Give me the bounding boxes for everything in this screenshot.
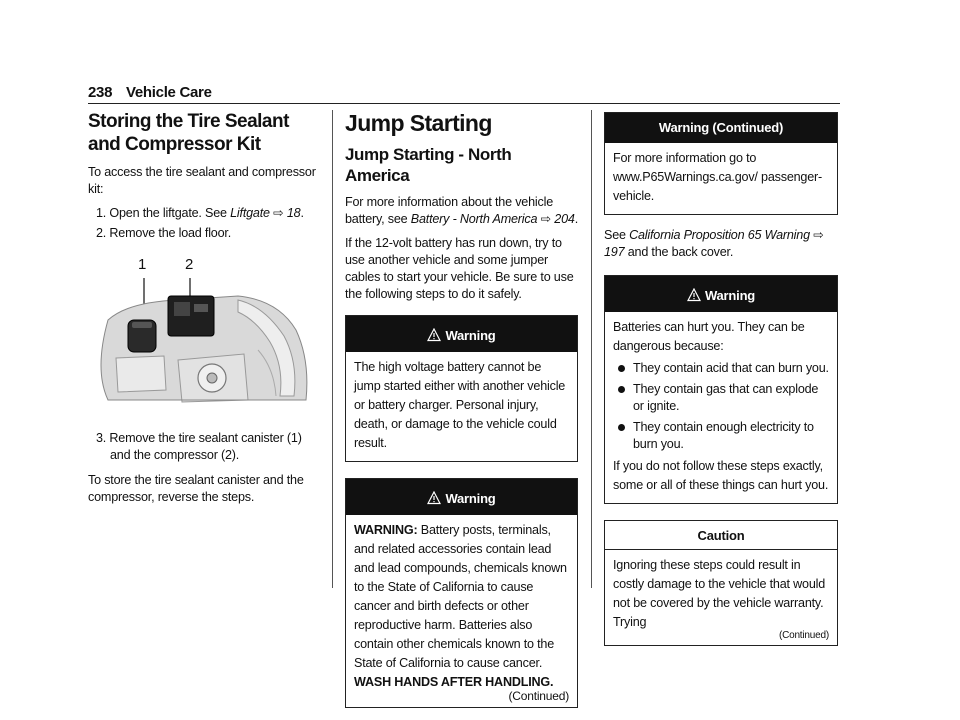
warning-body: The high voltage battery cannot be jump started either with another vehicle or battery charger. Personal injury, death, or damage to the vehicle could result. xyxy=(354,360,566,450)
caution-box xyxy=(604,520,838,646)
warning-body: Batteries can hurt you. They can be dangerous because: They contain acid that can burn you. They contain gas that can explode or ignite. They contain enough electricity to burn you. If you do not follow these steps exactly, some or all of these things can hurt you. xyxy=(613,320,829,492)
caution-header: Caution xyxy=(605,521,837,550)
bullet-icon xyxy=(618,424,625,431)
warning-box-continued xyxy=(604,112,838,215)
danger-list xyxy=(613,360,829,453)
step-1: 1. Open the liftgate. See Liftgate ⇨ 18. xyxy=(96,206,304,220)
heading-storing-kit: Storing the Tire Sealant and Compressor Kit xyxy=(88,111,289,155)
page-ref-arrow-icon: ⇨ xyxy=(273,206,284,220)
column-divider-2 xyxy=(591,110,592,588)
page-header xyxy=(88,84,840,104)
continued-label: (Continued) xyxy=(778,630,829,641)
list-item: They contain enough electricity to burn you. xyxy=(613,419,829,453)
warning-triangle-icon xyxy=(427,328,441,342)
step-2: 2. Remove the load floor. xyxy=(96,226,232,240)
heading-jump-starting-na: Jump Starting - North America xyxy=(345,145,512,185)
page-number: 238 xyxy=(88,84,113,101)
list-item: They contain acid that can burn you. xyxy=(613,360,829,377)
warning-header: Warning (Continued) xyxy=(605,113,837,143)
figure-label-1: 1 xyxy=(138,256,147,273)
step-3: 3. Remove the tire sealant canister (1) and the compressor (2). xyxy=(96,431,302,462)
battery-rundown-text: If the 12-volt battery has run down, try to use another vehicle and some jumper cables to start your vehicle. Be sure to use the following steps to do it safely. xyxy=(345,236,574,301)
warning-box-battery-danger xyxy=(604,275,838,504)
heading-jump-starting: Jump Starting xyxy=(345,110,492,136)
warning-box-prop65 xyxy=(345,478,578,708)
tire-kit-illustration xyxy=(88,250,320,420)
prop65-link[interactable]: California Proposition 65 Warning xyxy=(629,228,810,242)
warning-box-high-voltage xyxy=(345,315,578,462)
section-title: Vehicle Care xyxy=(126,84,212,101)
bullet-icon xyxy=(618,365,625,372)
column-1 xyxy=(88,110,320,513)
column-3 xyxy=(604,112,838,658)
caution-body: Ignoring these steps could result in costly damage to the vehicle that would not be covered by the vehicle warranty. Trying (Continued) xyxy=(613,558,829,641)
continued-label: (Continued) xyxy=(508,689,569,703)
page-ref-arrow-icon: ⇨ xyxy=(540,212,551,226)
page-ref[interactable]: 197 xyxy=(604,245,625,259)
column-2 xyxy=(345,110,578,720)
tire-kit-figure xyxy=(88,250,320,420)
warning-body: WARNING: Battery posts, terminals, and related accessories contain lead and lead compounds, chemicals known to the State of California to cause cancer and birth defects or other reproductive harm. Batteries also contain other chemicals known to the State of California to cause cancer. WASH HANDS AFTER HANDLING. (Continued) xyxy=(354,523,569,703)
liftgate-link[interactable]: Liftgate xyxy=(230,206,270,220)
warning-header: Warning xyxy=(346,316,577,352)
column-divider-1 xyxy=(332,110,333,588)
battery-ref-text: For more information about the vehicle battery, see Battery - North America ⇨ 204. xyxy=(345,195,579,226)
warning-body: For more information go to www.P65Warnings.ca.gov/ passenger-vehicle. xyxy=(613,151,823,203)
page-ref-arrow-icon: ⇨ xyxy=(813,228,824,242)
battery-na-link[interactable]: Battery - North America xyxy=(410,212,538,226)
warning-triangle-icon xyxy=(687,288,701,302)
bullet-icon xyxy=(618,386,625,393)
outro-text: To store the tire sealant canister and the compressor, reverse the steps. xyxy=(88,473,304,504)
warning-triangle-icon xyxy=(427,491,441,505)
warning-header: Warning xyxy=(346,479,577,515)
figure-label-2: 2 xyxy=(185,256,194,273)
warning-header: Warning xyxy=(605,276,837,312)
page-ref[interactable]: 204 xyxy=(554,212,575,226)
intro-text: To access the tire sealant and compressor kit: xyxy=(88,165,316,196)
list-item: They contain gas that can explode or ignite. xyxy=(613,381,829,415)
page-ref[interactable]: 18 xyxy=(286,206,301,220)
prop65-ref-text: See California Proposition 65 Warning ⇨ 197 and the back cover. xyxy=(604,228,824,259)
